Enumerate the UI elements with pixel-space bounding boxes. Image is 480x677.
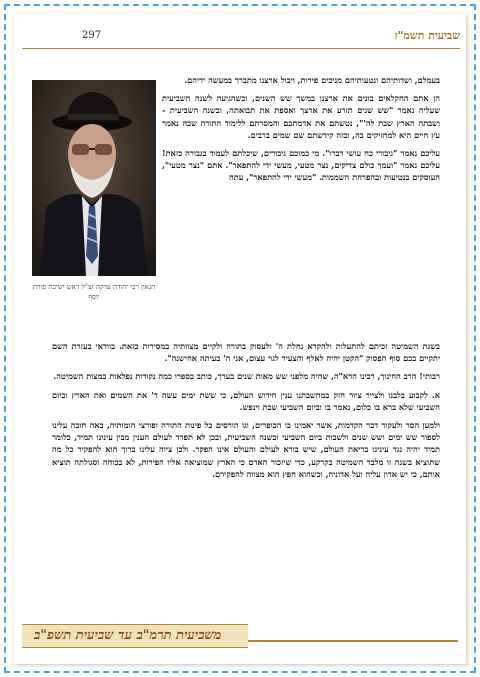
column-text xyxy=(162,74,440,190)
portrait-illustration xyxy=(32,80,156,276)
full-width-text xyxy=(52,340,440,486)
portrait-photo xyxy=(32,80,156,276)
footer-banner xyxy=(22,624,248,648)
page-number: 297 xyxy=(82,30,102,41)
paragraph: עליכם נאמר "גיבורי כח עושי דברו". מי כמוכם גיבורים, שיכלתם לעמוד בגבורה כזאת! עליכם נאמר "ועמך כולם צדיקים, נצר מטעי, מעשי ידי להתפאר". אתם "נצר מטעי", העוסקים בנטיעות ובהפרחת השממות. "מעשי ידי להתפאר", עתה xyxy=(162,148,440,183)
paragraph: הן אתם החקלאים בונים את ארצנו במשך שש השנים, וכשהגיעה לשנה השביעית שעליה נאמר "שש שנים תזרע את ארצך ואספת את תבואתה, ובשנה השביעית - ושבתה הארץ שבת לה'", נטשתם את אדמתכם והמסרתם ללימוד התורה שבה נאמר עץ חיים היא למחזיקים בה, ובזה קידשתם שם שמים ברבים. xyxy=(162,93,440,140)
photo-caption: הגאון רבי יהודה צדקה זצ"ל ראש ישיבת פורת יוסף xyxy=(32,283,156,301)
running-title: שביעית תשמ"ז xyxy=(394,29,460,42)
paragraph: בשנת השמיטה זכיתם להתעלות ולהקרא נחלת ה' ולעסוק בתורה ולקיים מצוותיה במסירות כזאת. בוודאי בעזרת השם יתקיים בכם סוף הפסוק "הקטן יהיה לאלף והצעיר לגוי עצום, אני ה' בעיתה אחישנה". xyxy=(52,341,440,364)
page-header xyxy=(22,26,460,49)
paragraph: א. לקבוע בלבנו ולצייר ציור חזק במחשבתנו ענין חידוש העולם, כי ששת ימים עשה ד' את השמים ואת הארץ וביום השביעי שלא ברא בו כלום, נאמר בו וביום השביעי שבת וינפש. xyxy=(52,389,440,412)
footer-banner-text: משביעית תרמ"ב עד שביעית תשפ"ב xyxy=(34,628,222,643)
footer-rule xyxy=(248,640,458,642)
paragraph: ולמען הסר ולעקור דבר הקדמות, אשר יאמינו בו הכופרים, וגו הורסים כל פינות התורה ופורצי חומותיה, באה חובה עלינו לספור שש ימים ושש שנים ולשבות ביום השביעי ובשנה השביעית, ובכן לא תפרד לעולם הענין מבין עינינו תמיד, כלומר תמיד יהיה נגד עינינו בריאת העולם, שיש בורא לעולם והעולם אינו הפקר. ולכן ציוה עלינו ברוך הוא להפקיר כל מה שתוציא בשנה זו מלבד השמיטה בקרקע, כדי שיזכור האדם כי הארץ שמוציאה אליו הפירות, לא בכוחה וסגולתה תוציא אותם, כי יש אדון עליה ועל אדוניה, וכשהוא חפץ הוא מצווה להפקירם. xyxy=(52,420,440,479)
paragraph: רבותי! הרב החינוך, רבינו הרא"ה, שהיה מלפני שש מאות שנים בערך, כותב בספרו כמה נקודות נפלאות במצות השמיטה. xyxy=(53,371,440,382)
paragraph: בעמלם, ושדותיהם ונטעותיהם מניבים פירות, ויבול ארצנו מתברך במעשה ידיהם. xyxy=(184,75,440,85)
